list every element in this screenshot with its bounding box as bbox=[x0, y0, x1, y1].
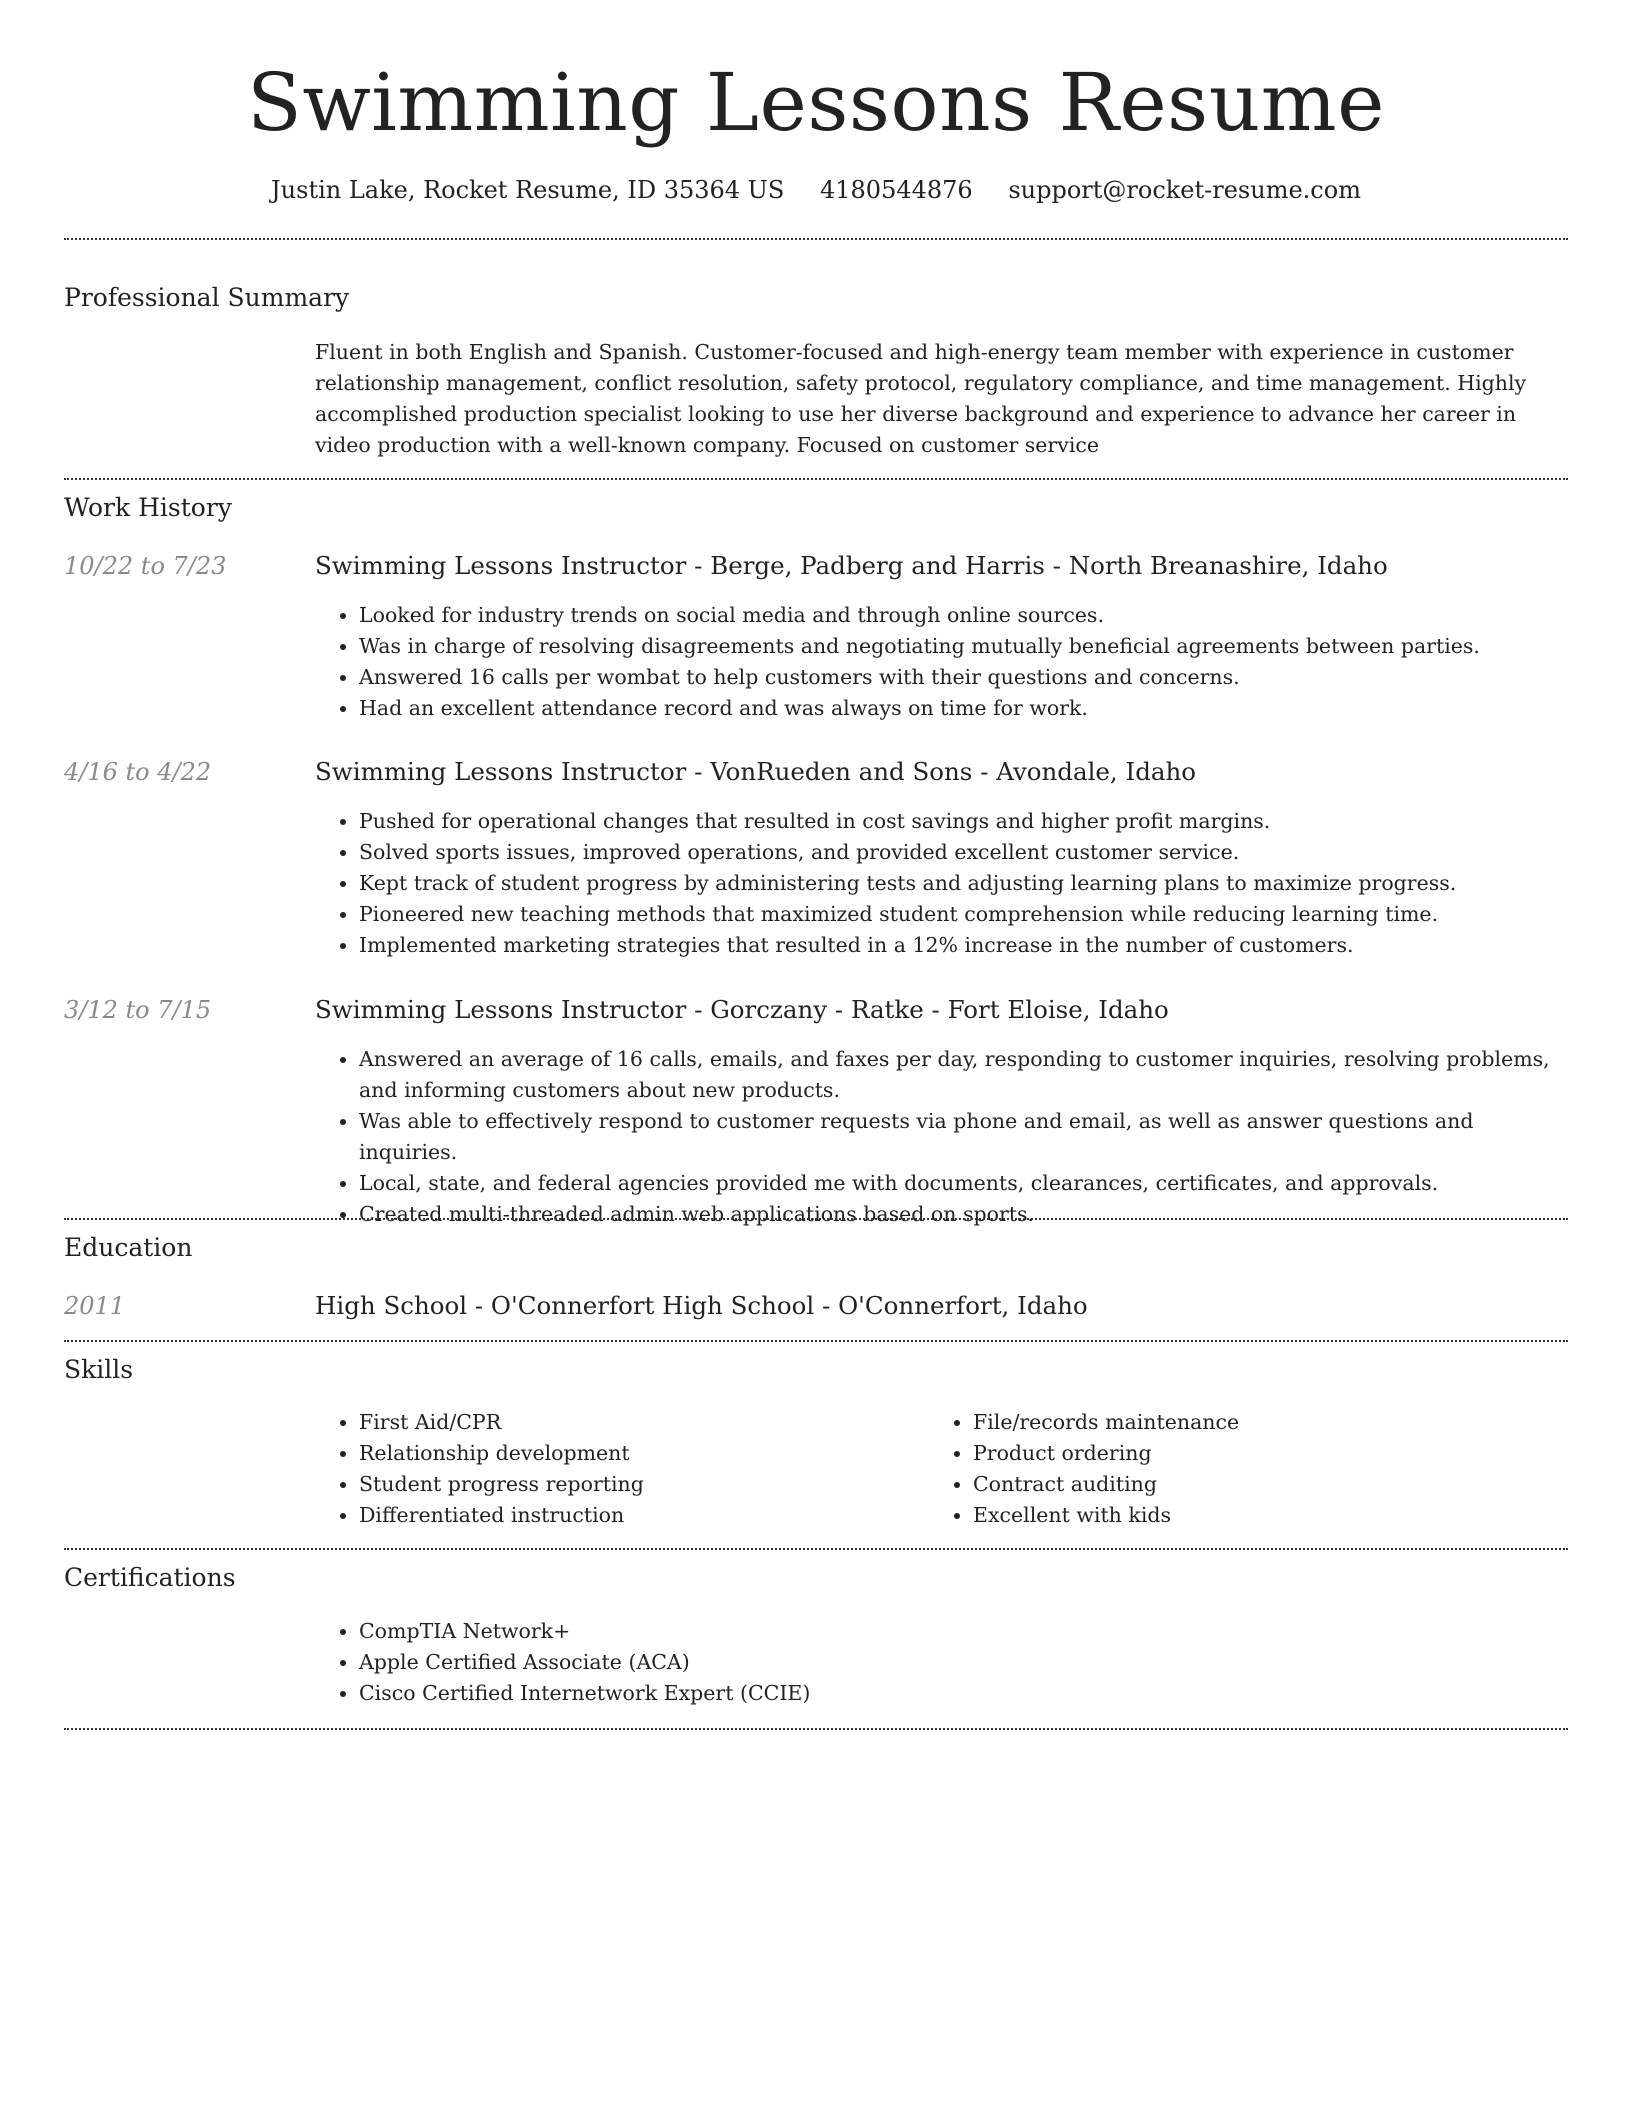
list-item: • Implemented marketing strategies that resulted in a 12% increase in the number of customers. bbox=[359, 930, 1565, 961]
list-item: • CompTIA Network+ bbox=[359, 1616, 1565, 1647]
list-item: • Answered an average of 16 calls, emails, and faxes per day, responding to customer inquiries, resolving problems, and informing customers about new products. bbox=[359, 1044, 1565, 1106]
list-item: • Pushed for operational changes that resulted in cost savings and higher profit margins. bbox=[359, 806, 1565, 837]
list-item: • Relationship development bbox=[359, 1438, 929, 1469]
job-title: Swimming Lessons Instructor - VonRueden and Sons - Avondale, Idaho bbox=[315, 757, 1197, 786]
list-item: • Excellent with kids bbox=[973, 1500, 1565, 1531]
skills-list-right bbox=[929, 1407, 1565, 1531]
section-heading-skills: Skills bbox=[64, 1355, 134, 1384]
job-title: Swimming Lessons Instructor - Gorczany - Ratke - Fort Eloise, Idaho bbox=[315, 995, 1169, 1024]
resume-title: Swimming Lessons Resume bbox=[247, 56, 1385, 149]
certifications-list bbox=[315, 1616, 1565, 1709]
education-dates: 2011 bbox=[64, 1292, 126, 1320]
section-heading-certifications: Certifications bbox=[64, 1563, 236, 1592]
divider bbox=[64, 478, 1568, 480]
list-item: • Was able to effectively respond to customer requests via phone and email, as well as answer questions and inquiries. bbox=[359, 1106, 1565, 1168]
list-item: • Created multi-threaded admin web applications based on sports. bbox=[359, 1199, 1565, 1230]
section-heading-education: Education bbox=[64, 1233, 193, 1262]
job-dates: 10/22 to 7/23 bbox=[64, 552, 227, 580]
contact-phone: 4180544876 bbox=[819, 176, 973, 204]
list-item: • Cisco Certified Internetwork Expert (CCIE) bbox=[359, 1678, 1565, 1709]
divider bbox=[64, 1218, 1568, 1220]
list-item: • Pioneered new teaching methods that maximized student comprehension while reducing learning time. bbox=[359, 899, 1565, 930]
list-item: • Student progress reporting bbox=[359, 1469, 929, 1500]
job-dates: 3/12 to 7/15 bbox=[64, 996, 212, 1024]
section-heading-summary: Professional Summary bbox=[64, 283, 350, 312]
list-item: • Looked for industry trends on social media and through online sources. bbox=[359, 600, 1565, 631]
list-item: • Kept track of student progress by administering tests and adjusting learning plans to maximize progress. bbox=[359, 868, 1565, 899]
education-title: High School - O'Connerfort High School - O'Connerfort, Idaho bbox=[315, 1291, 1088, 1320]
job-title: Swimming Lessons Instructor - Berge, Padberg and Harris - North Breanashire, Idaho bbox=[315, 551, 1388, 580]
list-item: • Local, state, and federal agencies provided me with documents, clearances, certificates, and approvals. bbox=[359, 1168, 1565, 1199]
contact-line bbox=[0, 170, 1632, 210]
job-dates: 4/16 to 4/22 bbox=[64, 758, 212, 786]
divider bbox=[64, 1548, 1568, 1550]
job-bullets bbox=[315, 600, 1565, 724]
job-bullets bbox=[315, 806, 1565, 961]
job-bullets bbox=[315, 1044, 1565, 1230]
list-item: • File/records maintenance bbox=[973, 1407, 1565, 1438]
list-item: • Contract auditing bbox=[973, 1469, 1565, 1500]
divider bbox=[64, 1728, 1568, 1730]
section-heading-work-history: Work History bbox=[64, 493, 232, 522]
contact-address: Justin Lake, Rocket Resume, ID 35364 US bbox=[271, 176, 785, 204]
summary-text: Fluent in both English and Spanish. Customer-focused and high-energy team member with experience in customer relationship management, conflict resolution, safety protocol, regulatory compliance, and time management. Highly accomplished production specialist looking to use her diverse background and experience to advance her career in video production with a well-known company. Focused on customer service bbox=[315, 340, 1527, 457]
contact-email: support@rocket-resume.com bbox=[1008, 176, 1361, 204]
list-item: • Apple Certified Associate (ACA) bbox=[359, 1647, 1565, 1678]
list-item: • First Aid/CPR bbox=[359, 1407, 929, 1438]
list-item: • Answered 16 calls per wombat to help customers with their questions and concerns. bbox=[359, 662, 1565, 693]
list-item: • Differentiated instruction bbox=[359, 1500, 929, 1531]
skills-list-left bbox=[315, 1407, 929, 1531]
list-item: • Solved sports issues, improved operations, and provided excellent customer service. bbox=[359, 837, 1565, 868]
divider bbox=[64, 238, 1568, 240]
list-item: • Product ordering bbox=[973, 1438, 1565, 1469]
divider bbox=[64, 1340, 1568, 1342]
list-item: • Had an excellent attendance record and was always on time for work. bbox=[359, 693, 1565, 724]
list-item: • Was in charge of resolving disagreements and negotiating mutually beneficial agreements between parties. bbox=[359, 631, 1565, 662]
